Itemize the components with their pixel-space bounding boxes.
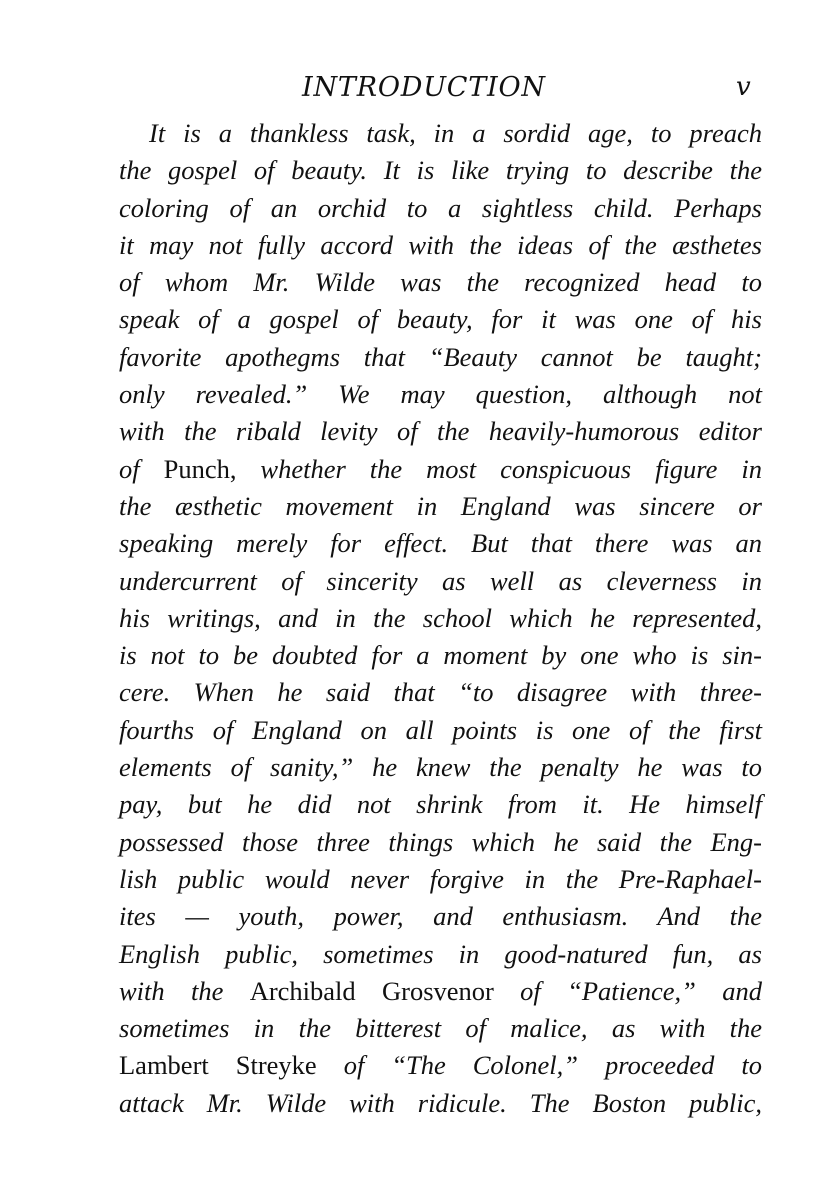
text-line	[119, 115, 762, 152]
text-line	[119, 600, 762, 637]
text-run: undercurrent of sincerity as well as cleverness in	[119, 565, 762, 596]
text-run: of “Patience,” and	[493, 975, 762, 1006]
text-line	[119, 898, 762, 935]
text-line	[119, 1010, 762, 1047]
text-line	[119, 525, 762, 562]
text-run: coloring of an orchid to a sightless child. Perhaps	[119, 192, 762, 223]
text-line	[119, 227, 762, 264]
text-run: sometimes in the bitterest of malice, as with the	[119, 1013, 762, 1044]
text-line	[119, 936, 762, 973]
text-run: his writings, and in the school which he represented,	[119, 602, 762, 633]
text-run: with the ribald levity of the heavily-humorous editor	[119, 416, 762, 447]
roman-text-run: Archibald Grosvenor	[249, 975, 494, 1006]
text-run: is not to be doubted for a moment by one who is sin-	[119, 640, 762, 671]
text-line	[119, 1047, 762, 1084]
text-run: ites — youth, power, and enthusiasm. And the	[119, 901, 762, 932]
text-run: whether the most conspicuous figure in	[236, 453, 762, 484]
text-run: the æsthetic movement in England was sincere or	[119, 490, 762, 521]
roman-text-run: Punch,	[163, 453, 237, 484]
text-line	[119, 301, 762, 338]
text-run: of whom Mr. Wilde was the recognized head to	[119, 267, 762, 298]
text-run: it may not fully accord with the ideas of the æsthetes	[119, 229, 762, 260]
text-line	[119, 488, 762, 525]
text-line	[119, 190, 762, 227]
text-line	[119, 339, 762, 376]
text-run: It is a thankless task, in a sordid age, to preach	[149, 118, 762, 148]
text-line	[119, 264, 762, 301]
text-run: favorite apothegms that “Beauty cannot be taught;	[119, 341, 762, 372]
text-run: attack Mr. Wilde with ridicule. The Boston public,	[119, 1087, 762, 1118]
text-line	[119, 749, 762, 786]
text-line	[119, 861, 762, 898]
text-run: lish public would never forgive in the Pre-Raphael-	[119, 863, 762, 894]
text-line	[119, 451, 762, 488]
running-head-title: INTRODUCTION	[302, 72, 546, 103]
text-run: elements of sanity,” he knew the penalty he was to	[119, 752, 762, 783]
text-line	[119, 973, 762, 1010]
text-line	[119, 824, 762, 861]
text-run: cere. When he said that “to disagree with three-	[119, 677, 762, 708]
text-line	[119, 786, 762, 823]
running-header	[0, 72, 840, 112]
text-run: fourths of England on all points is one of the first	[119, 714, 762, 745]
text-run: English public, sometimes in good-natured fun, as	[119, 938, 762, 969]
text-run: of	[119, 453, 164, 484]
page-number: v	[736, 72, 752, 102]
text-line	[119, 563, 762, 600]
text-line	[119, 1085, 762, 1122]
text-run: with the	[119, 975, 250, 1006]
text-run: speak of a gospel of beauty, for it was one of his	[119, 304, 762, 335]
text-line	[119, 152, 762, 189]
text-run: pay, but he did not shrink from it. He himself	[119, 789, 762, 820]
text-run: of “The Colonel,” proceeded to	[316, 1050, 762, 1081]
text-line	[119, 712, 762, 749]
text-run: possessed those three things which he said the Eng-	[119, 826, 762, 857]
text-run: speaking merely for effect. But that there was an	[119, 528, 762, 559]
body-text	[119, 115, 762, 1122]
text-line	[119, 413, 762, 450]
text-line	[119, 674, 762, 711]
roman-text-run: Lambert Streyke	[119, 1050, 317, 1081]
text-run: only revealed.” We may question, although not	[119, 379, 762, 410]
text-line	[119, 376, 762, 413]
text-line	[119, 637, 762, 674]
text-run: the gospel of beauty. It is like trying to describe the	[119, 155, 762, 186]
